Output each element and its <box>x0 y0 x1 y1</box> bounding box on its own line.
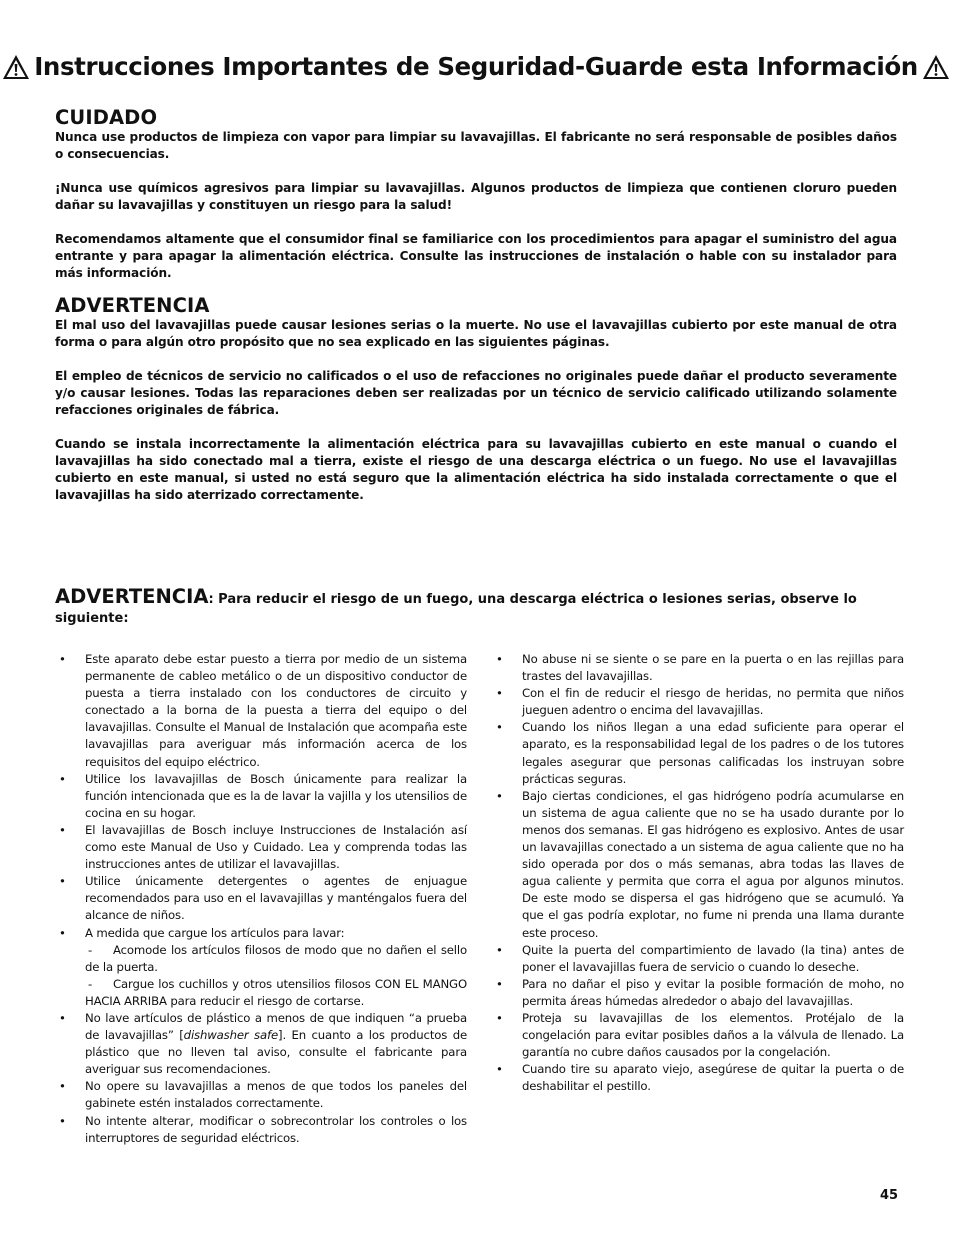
list-item: • Proteja su lavavajillas de los elementos. Protéjalo de la congelación para evitar posibles daños a la válvula de llenado. La garantía no cubre daños causados por la congelación. <box>496 1010 904 1060</box>
cuidado-section <box>55 107 897 282</box>
list-item: • Utilice únicamente detergentes o agentes de enjuague recomendados para uso en el lavavajillas y manténgalos fuera del alcance de niños. <box>59 874 467 923</box>
advertencia-intro-text: : Para reducir el riesgo de un fuego, una descarga eléctrica o lesiones serias, observe lo siguiente: <box>55 592 857 626</box>
list-item: • A medida que cargue los artículos para lavar: - Acomode los artículos filosos de modo que no dañen el sello de la puerta. - Cargue los cuchillos y otros utensilios filosos CON EL MANGO HACIA ARRIBA para reducir el riesgo de cortarse. <box>55 925 467 1010</box>
advertencia-paragraph: El empleo de técnicos de servicio no calificados o el uso de refacciones no originales puede dañar el producto severamente y/o causar lesiones. Todas las reparaciones deben ser realizadas por un técnico de servicio calificado utilizando solamente refacciones originales de fábrica. <box>55 369 897 417</box>
dash-icon: - <box>88 976 93 991</box>
bullet-icon: • <box>59 1079 66 1094</box>
precautions-right-column <box>492 651 904 1095</box>
advertencia-paragraph: El mal uso del lavavajillas puede causar lesiones serias o la muerte. No use el lavavajillas cubierto por este manual de otra forma o para algún otro propósito que no sea explicado en las siguientes páginas. <box>55 318 897 349</box>
advertencia-section <box>55 295 897 504</box>
bullet-icon: • <box>496 1062 503 1077</box>
advertencia-precautions-intro <box>55 585 897 627</box>
bullet-icon: • <box>496 976 503 991</box>
page-title-text: Instrucciones Importantes de Seguridad-Guarde esta Información <box>34 52 918 81</box>
cuidado-paragraph: Nunca use productos de limpieza con vapor para limpiar su lavavajillas. El fabricante no será responsable de posibles daños o consecuencias. <box>55 130 897 161</box>
list-item: • No abuse ni se siente o se pare en la puerta o en las rejillas para trastes del lavavajillas. <box>496 652 904 684</box>
page-number: 45 <box>880 1188 899 1203</box>
dash-icon: - <box>88 942 93 957</box>
list-item: • No lave artículos de plástico a menos de que indiquen “a prueba de lavavajillas” [dishwasher safe]. En cuanto a los productos de plástico que no lleven tal aviso, consulte el fabricante para averiguar sus recomendaciones. <box>59 1010 468 1077</box>
bullet-icon: • <box>496 652 503 666</box>
list-item: • No intente alterar, modificar o sobrecontrolar los controles o los interruptores de seguridad eléctricos. <box>59 1113 467 1145</box>
cuidado-paragraph: ¡Nunca use químicos agresivos para limpiar su lavavajillas. Algunos productos de limpieza que contienen cloruro pueden dañar su lavavajillas y constituyen un riesgo para la salud! <box>55 181 897 212</box>
list-item: • Cuando tire su aparato viejo, asegúrese de quitar la puerta o de deshabilitar el pestillo. <box>496 1062 904 1094</box>
page-title <box>36 52 916 81</box>
list-item: • Cuando los niños llegan a una edad suficiente para operar el aparato, es la responsabilidad legal de los padres o de los tutores legales asegurar que personas calificadas los instruyan sobre prácticas seguras. <box>496 720 904 786</box>
bullet-icon: • <box>59 925 66 940</box>
bullet-icon: • <box>496 942 503 957</box>
list-item: • Este aparato debe estar puesto a tierra por medio de un sistema permanente de cableo metálico o de un dispositivo conductor de puesta a tierra instalado con los conductores de circuito y conectado a la borna de la puesta a tierra del equipo o del lavavajillas. Consulte el Manual de Instalación que acompaña este lavavajillas para averiguar más información acerca de los requisitos del equipo eléctrico. <box>59 652 467 769</box>
warning-triangle-icon <box>2 54 30 80</box>
bullet-icon: • <box>59 771 66 786</box>
list-item: • Para no dañar el piso y evitar la posible formación de moho, no permita áreas húmedas alrededor o abajo del lavavajillas. <box>496 976 904 1008</box>
advertencia-heading: ADVERTENCIA <box>55 294 210 317</box>
bullet-icon: • <box>59 822 66 837</box>
advertencia-paragraph: Cuando se instala incorrectamente la alimentación eléctrica para su lavavajillas cubierto en este manual o cuando el lavavajillas ha sido conectado mal a tierra, existe el riesgo de una descarga eléctrica o un fuego. No use el lavavajillas cubierto en este manual, si usted no está seguro que la alimentación eléctrica ha sido instalada correctamente o que el lavavajillas ha sido aterrizado correctamente. <box>55 437 897 502</box>
precautions-left-column <box>55 651 467 1147</box>
cuidado-heading: CUIDADO <box>55 106 158 129</box>
bullet-icon: • <box>496 686 503 701</box>
bullet-icon: • <box>59 652 66 666</box>
bullet-icon: • <box>496 720 503 735</box>
warning-triangle-icon <box>922 54 950 80</box>
sub-list-item: - Acomode los artículos filosos de modo que no dañen el sello de la puerta. <box>85 942 467 974</box>
list-item: • Utilice los lavavajillas de Bosch únicamente para realizar la función intencionada que es la de lavar la vajilla y los utensilios de cocina en su hogar. <box>59 771 467 820</box>
list-item: • Bajo ciertas condiciones, el gas hidrógeno podría acumularse en un sistema de agua caliente que no se ha usado durante por lo menos dos semanas. El gas hidrógeno es explosivo. Antes de usar un lavavajillas conectado a un sistema de agua caliente que no ha sido operada por dos o más semanas, abra todas las llaves de agua caliente y permita que corra el agua por algunos minutos. De este modo se dispersa el gas hidrógeno que se acumuló. Ya que el gas podría explotar, no fume ni prenda una llama durante este proceso. <box>496 788 904 940</box>
cuidado-paragraph: Recomendamos altamente que el consumidor final se familiarice con los procedimientos para apagar el suministro del agua entrante y para apagar la alimentación eléctrica. Consulte las instrucciones de instalación o hable con su instalador para más información. <box>55 232 897 280</box>
bullet-icon: • <box>496 1010 503 1025</box>
advertencia-heading: ADVERTENCIA <box>55 585 209 608</box>
bullet-icon: • <box>59 1010 66 1025</box>
list-item: • No opere su lavavajillas a menos de que todos los paneles del gabinete estén instalados correctamente. <box>59 1079 467 1111</box>
bullet-icon: • <box>59 1113 66 1128</box>
bullet-icon: • <box>496 788 503 803</box>
sub-list-item: - Cargue los cuchillos y otros utensilios filosos CON EL MANGO HACIA ARRIBA para reducir el riesgo de cortarse. <box>85 976 467 1008</box>
bullet-icon: • <box>59 874 66 889</box>
list-item: • Con el fin de reducir el riesgo de heridas, no permita que niños jueguen adentro o encima del lavavajillas. <box>496 686 904 718</box>
list-item: • Quite la puerta del compartimiento de lavado (la tina) antes de poner el lavavajillas fuera de servicio o cuando lo deseche. <box>496 942 904 974</box>
list-item: • El lavavajillas de Bosch incluye Instrucciones de Instalación así como este Manual de Uso y Cuidado. Lea y comprenda todas las instrucciones antes de utilizar el lavavajillas. <box>59 822 467 872</box>
